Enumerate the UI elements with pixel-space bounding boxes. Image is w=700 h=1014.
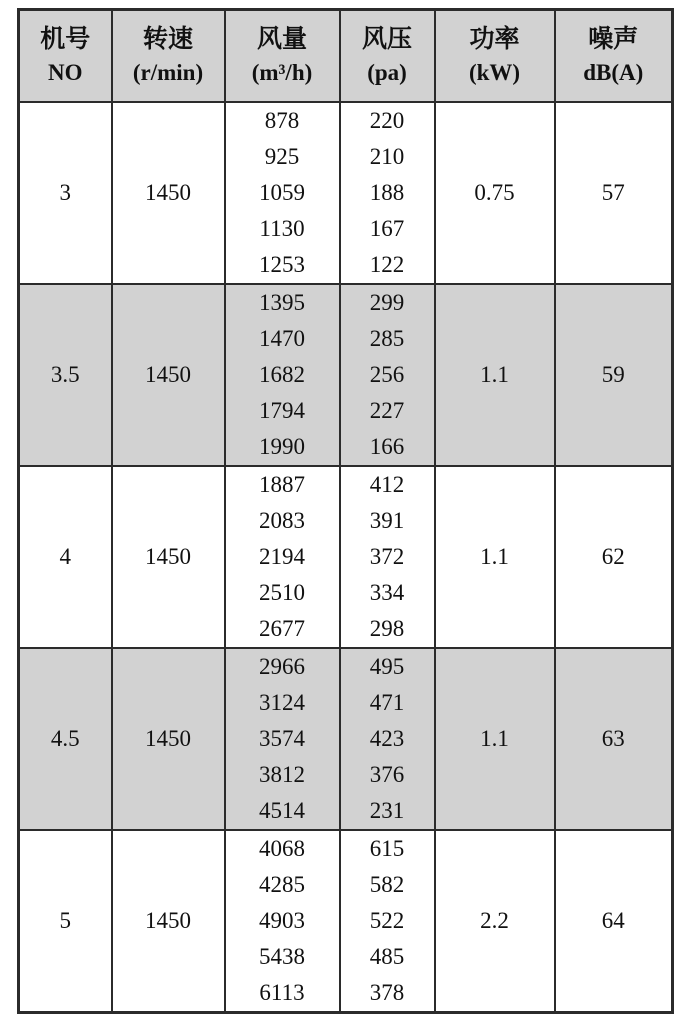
power-cell: 2.2 [435, 830, 555, 1013]
airflow-cell-value: 4285 [259, 871, 305, 897]
header-airflow-unit: (m³/h) [251, 59, 313, 85]
fan-table-body [19, 102, 673, 1013]
speed-cell: 1450 [112, 648, 225, 830]
airflow-cell-value: 1130 [259, 215, 305, 241]
header-airflow-title: 风量 [256, 25, 307, 53]
table-row [19, 102, 673, 284]
header-fan-no-title: 机号 [40, 25, 91, 53]
airflow-cell [225, 102, 340, 284]
power-cell: 1.1 [435, 284, 555, 466]
speed-cell: 1450 [112, 284, 225, 466]
table-row [19, 648, 673, 830]
power-cell: 1.1 [435, 466, 555, 648]
airflow-cell [225, 466, 340, 648]
pressure-cell-value: 188 [369, 179, 405, 205]
pressure-cell-value: 485 [369, 943, 405, 969]
noise-cell: 63 [555, 648, 673, 830]
pressure-cell-value: 334 [369, 579, 405, 605]
pressure-cell-value: 210 [369, 143, 405, 169]
power-cell: 0.75 [435, 102, 555, 284]
pressure-cell-value: 167 [369, 215, 405, 241]
header-pressure-unit: (pa) [367, 59, 407, 85]
airflow-cell-value: 1887 [259, 471, 305, 497]
airflow-cell [225, 284, 340, 466]
header-pressure [340, 10, 435, 102]
fan-no-cell: 3.5 [19, 284, 112, 466]
airflow-cell-value: 4903 [259, 907, 305, 933]
airflow-cell-value: 4068 [259, 835, 305, 861]
header-power-unit: (kW) [468, 59, 521, 85]
pressure-cell-value: 220 [369, 107, 405, 133]
fan-spec-table [17, 8, 674, 1014]
header-noise-title: 噪声 [588, 25, 639, 53]
pressure-cell-value: 298 [369, 615, 405, 641]
pressure-cell-value: 372 [369, 543, 405, 569]
noise-cell: 62 [555, 466, 673, 648]
pressure-cell-value: 376 [369, 761, 405, 787]
header-power [435, 10, 555, 102]
airflow-cell-value: 3812 [259, 761, 305, 787]
airflow-cell-value: 1253 [259, 251, 305, 277]
header-speed-unit: (r/min) [132, 59, 204, 85]
power-cell: 1.1 [435, 648, 555, 830]
pressure-cell-value: 122 [369, 251, 405, 277]
table-row [19, 830, 673, 1013]
airflow-cell-value: 925 [264, 143, 300, 169]
airflow-cell-value: 1395 [259, 289, 305, 315]
pressure-cell [340, 830, 435, 1013]
pressure-cell-value: 582 [369, 871, 405, 897]
airflow-cell-value: 3574 [259, 725, 305, 751]
pressure-cell-value: 378 [369, 979, 405, 1005]
fan-no-cell: 5 [19, 830, 112, 1013]
noise-cell: 59 [555, 284, 673, 466]
airflow-cell-value: 2083 [259, 507, 305, 533]
header-speed-title: 转速 [142, 25, 193, 53]
header-speed [112, 10, 225, 102]
airflow-cell-value: 1682 [259, 361, 305, 387]
airflow-cell-value: 1059 [259, 179, 305, 205]
airflow-cell [225, 648, 340, 830]
pressure-cell [340, 466, 435, 648]
pressure-cell-value: 285 [369, 325, 405, 351]
airflow-cell-value: 1470 [259, 325, 305, 351]
pressure-cell [340, 284, 435, 466]
pressure-cell-value: 423 [369, 725, 405, 751]
header-fan-no-unit: NO [48, 59, 83, 85]
airflow-cell-value: 5438 [259, 943, 305, 969]
pressure-cell-value: 299 [369, 289, 405, 315]
header-noise [555, 10, 673, 102]
airflow-cell-value: 2510 [259, 579, 305, 605]
pressure-cell-value: 391 [369, 507, 405, 533]
airflow-cell-value: 2194 [259, 543, 305, 569]
table-row [19, 466, 673, 648]
noise-cell: 57 [555, 102, 673, 284]
header-pressure-title: 风压 [361, 25, 412, 53]
airflow-cell-value: 4514 [259, 797, 305, 823]
airflow-cell-value: 3124 [259, 689, 305, 715]
pressure-cell-value: 471 [369, 689, 405, 715]
airflow-cell-value: 1990 [259, 433, 305, 459]
speed-cell: 1450 [112, 830, 225, 1013]
airflow-cell-value: 6113 [259, 979, 305, 1005]
speed-cell: 1450 [112, 466, 225, 648]
header-row [19, 10, 673, 102]
header-fan-no [19, 10, 112, 102]
pressure-cell-value: 522 [369, 907, 405, 933]
header-noise-unit: dB(A) [583, 59, 644, 85]
pressure-cell-value: 256 [369, 361, 405, 387]
pressure-cell-value: 227 [369, 397, 405, 423]
header-airflow [225, 10, 340, 102]
speed-cell: 1450 [112, 102, 225, 284]
noise-cell: 64 [555, 830, 673, 1013]
pressure-cell [340, 102, 435, 284]
airflow-cell [225, 830, 340, 1013]
fan-no-cell: 4.5 [19, 648, 112, 830]
table-row [19, 284, 673, 466]
header-power-title: 功率 [469, 25, 520, 53]
fan-no-cell: 4 [19, 466, 112, 648]
pressure-cell [340, 648, 435, 830]
pressure-cell-value: 412 [369, 471, 405, 497]
pressure-cell-value: 615 [369, 835, 405, 861]
airflow-cell-value: 878 [264, 107, 300, 133]
fan-spec-table-header [19, 10, 673, 102]
airflow-cell-value: 1794 [259, 397, 305, 423]
airflow-cell-value: 2966 [259, 653, 305, 679]
airflow-cell-value: 2677 [259, 615, 305, 641]
fan-no-cell: 3 [19, 102, 112, 284]
pressure-cell-value: 231 [369, 797, 405, 823]
pressure-cell-value: 166 [369, 433, 405, 459]
pressure-cell-value: 495 [369, 653, 405, 679]
